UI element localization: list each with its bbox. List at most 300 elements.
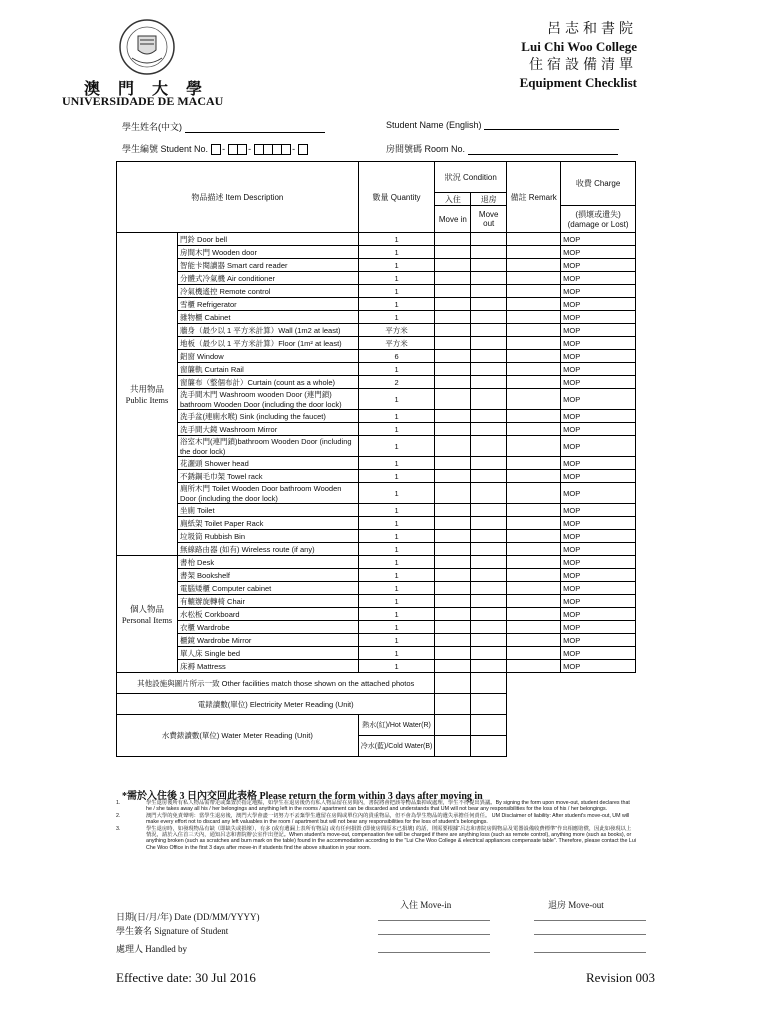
item-description: 廁紙架 Toilet Paper Rack [177, 517, 358, 530]
blank-cell [507, 673, 636, 694]
signature-label: 學生簽名 Signature of Student [116, 926, 229, 936]
other-facilities-row [117, 673, 636, 694]
header-charge: 收費 Charge [561, 162, 636, 206]
moveout-condition-cell[interactable] [471, 569, 507, 582]
movein-condition-cell[interactable] [435, 337, 471, 350]
header-item-description: 物品描述 Item Description [117, 162, 359, 233]
item-description: 智能卡閱讀器 Smart card reader [177, 259, 358, 272]
table-row [117, 543, 636, 556]
remark-cell[interactable] [507, 376, 561, 389]
movein-column-label: 入住 Move-in [400, 900, 452, 910]
remark-cell[interactable] [507, 423, 561, 436]
item-description: 洗手間木門 Washroom wooden Door (連門鎖) bathroom Wooden Door (including the door lock) [177, 389, 358, 410]
electricity-row [117, 694, 636, 715]
header-moveout: Move out [471, 206, 507, 233]
remark-cell[interactable] [507, 259, 561, 272]
item-description: 水松板 Corkboard [177, 608, 358, 621]
movein-condition-cell[interactable] [435, 298, 471, 311]
remark-cell[interactable] [507, 324, 561, 337]
room-no-field[interactable] [386, 142, 618, 155]
moveout-condition-cell[interactable] [471, 621, 507, 634]
charge-cell[interactable]: MOP [561, 556, 636, 569]
charge-cell[interactable]: MOP [561, 350, 636, 363]
item-quantity: 1 [358, 423, 435, 436]
table-row [117, 660, 636, 673]
moveout-condition-cell[interactable] [471, 660, 507, 673]
table-row [117, 470, 636, 483]
header-remark: 備註 Remark [507, 162, 561, 233]
item-quantity: 1 [358, 436, 435, 457]
item-quantity: 1 [358, 470, 435, 483]
item-description: 垃圾筒 Rubbish Bin [177, 530, 358, 543]
note-text: 學生退房時，如發現物品有缺（即缺失或損壞），有多 (或有遺漏上表所有物品) 或有任何損毀 (即使房間原本已損壞) 的話，則需要根據“呂志和書院房間物品及電器設備收費標準”作出相應賠償，因此如發現以上情況，請於入住首三天內，通知呂志和書院辦公室作出登記。When student's move-out, compensation fee will be charged if there are anything loss (such as remote control), anything more (such as books), or anything broken (such as scratches and burn mark on the table) found in the accommodation according to the "Lui Che Woo College & electrical appliances compensate table". Therefore, please contact the Lui Che Woo Office in the first 3 days after move-in if students find the above situation in your room. [146, 825, 636, 851]
movein-condition-cell[interactable] [435, 556, 471, 569]
table-row [117, 457, 636, 470]
item-quantity: 1 [358, 311, 435, 324]
table-row [117, 595, 636, 608]
item-quantity: 1 [358, 389, 435, 410]
name-zh-label: 學生姓名(中文) [122, 122, 182, 132]
remark-cell[interactable] [507, 660, 561, 673]
movein-condition-cell[interactable] [435, 272, 471, 285]
room-no-line[interactable] [468, 154, 618, 155]
remark-cell[interactable] [507, 621, 561, 634]
table-row [117, 608, 636, 621]
remark-cell[interactable] [507, 285, 561, 298]
remark-cell[interactable] [507, 582, 561, 595]
movein-condition-cell[interactable] [435, 410, 471, 423]
table-row [117, 259, 636, 272]
item-quantity: 平方米 [358, 324, 435, 337]
university-name-en: UNIVERSIDADE DE MACAU [62, 94, 224, 108]
form-title-zh: 住宿設備清單 [529, 57, 637, 73]
item-quantity: 1 [358, 543, 435, 556]
table-row [117, 569, 636, 582]
movein-signature-line[interactable] [378, 934, 490, 935]
movein-condition-cell[interactable] [435, 608, 471, 621]
item-quantity: 1 [358, 298, 435, 311]
remark-cell[interactable] [507, 483, 561, 504]
item-quantity: 1 [358, 259, 435, 272]
item-quantity: 1 [358, 517, 435, 530]
moveout-condition-cell[interactable] [471, 556, 507, 569]
moveout-condition-cell[interactable] [471, 324, 507, 337]
remark-cell[interactable] [507, 457, 561, 470]
room-no-label: 房間號碼 Room No. [386, 144, 466, 154]
item-quantity: 1 [358, 285, 435, 298]
table-row [117, 647, 636, 660]
item-quantity: 1 [358, 272, 435, 285]
moveout-condition-cell[interactable] [471, 504, 507, 517]
moveout-condition-cell[interactable] [471, 530, 507, 543]
remark-cell[interactable] [507, 608, 561, 621]
water-hot-row [117, 715, 636, 736]
item-description: 床褥 Mattress [177, 660, 358, 673]
blank-cell [507, 694, 636, 715]
moveout-condition-cell[interactable] [471, 376, 507, 389]
table-row [117, 517, 636, 530]
remark-cell[interactable] [507, 272, 561, 285]
charge-cell[interactable]: MOP [561, 436, 636, 457]
item-description: 單人床 Single bed [177, 647, 358, 660]
item-description: 不銹鋼毛巾架 Towel rack [177, 470, 358, 483]
table-row [117, 389, 636, 410]
table-row [117, 410, 636, 423]
item-quantity: 1 [358, 556, 435, 569]
movein-condition-cell[interactable] [435, 647, 471, 660]
remark-cell[interactable] [507, 634, 561, 647]
table-row [117, 436, 636, 457]
charge-cell[interactable]: MOP [561, 285, 636, 298]
student-no-field[interactable] [122, 142, 307, 155]
table-row [117, 311, 636, 324]
table-row [117, 582, 636, 595]
movein-condition-cell[interactable] [435, 324, 471, 337]
cold-water-label: 冷水(藍)/Cold Water(B) [358, 736, 435, 757]
item-description: 書枱 Desk [177, 556, 358, 569]
item-description: 鋁窗 Window [177, 350, 358, 363]
charge-cell[interactable]: MOP [561, 423, 636, 436]
moveout-cold-water-cell[interactable] [471, 736, 507, 757]
item-description: 書架 Bookshelf [177, 569, 358, 582]
name-zh-line[interactable] [185, 132, 325, 133]
table-row [117, 423, 636, 436]
remark-cell[interactable] [507, 517, 561, 530]
charge-cell[interactable]: MOP [561, 311, 636, 324]
table-row [117, 350, 636, 363]
movein-handled-line[interactable] [378, 952, 490, 953]
remark-cell[interactable] [507, 436, 561, 457]
item-description: 花灑頭 Shower head [177, 457, 358, 470]
table-row [117, 621, 636, 634]
item-description: 窗簾軌 Curtain Rail [177, 363, 358, 376]
charge-cell[interactable]: MOP [561, 389, 636, 410]
movein-electricity-cell[interactable] [435, 694, 471, 715]
moveout-condition-cell[interactable] [471, 311, 507, 324]
movein-condition-cell[interactable] [435, 530, 471, 543]
moveout-condition-cell[interactable] [471, 233, 507, 246]
remark-cell[interactable] [507, 233, 561, 246]
other-facilities-label: 其他設施與圖片所示一致 Other facilities match those shown on the attached photos [117, 673, 435, 694]
remark-cell[interactable] [507, 350, 561, 363]
remark-cell[interactable] [507, 647, 561, 660]
movein-condition-cell[interactable] [435, 350, 471, 363]
charge-cell[interactable]: MOP [561, 634, 636, 647]
name-en-field[interactable] [386, 120, 619, 130]
table-row [117, 363, 636, 376]
charge-cell[interactable]: MOP [561, 363, 636, 376]
moveout-date-line[interactable] [534, 920, 646, 921]
table-row [117, 530, 636, 543]
movein-condition-cell[interactable] [435, 483, 471, 504]
moveout-condition-cell[interactable] [471, 595, 507, 608]
item-quantity: 1 [358, 582, 435, 595]
moveout-column-label: 退房 Move-out [548, 900, 604, 910]
moveout-condition-cell[interactable] [471, 436, 507, 457]
moveout-condition-cell[interactable] [471, 285, 507, 298]
moveout-hot-water-cell[interactable] [471, 715, 507, 736]
item-quantity: 1 [358, 608, 435, 621]
moveout-condition-cell[interactable] [471, 272, 507, 285]
remark-cell[interactable] [507, 298, 561, 311]
personal-group-label: 個人物品 Personal Items [117, 556, 178, 673]
moveout-condition-cell[interactable] [471, 634, 507, 647]
moveout-signature-line[interactable] [534, 934, 646, 935]
note-text: 學生退房後所有私人物品需帶走或棄置於指定地點，如學生在退房後仍有私人物品留在房間內，書院將會把該等物品棄掉或處理，學生不得提出異議。By signing the form upon move-out, student declares that he / she takes away all his / her belongings and anything left in the rooms / apartment can be discarded and understands that UM will not bear any responsibilities for the loss of his / her belongings. [146, 800, 630, 813]
remark-cell[interactable] [507, 530, 561, 543]
item-description: 無線路由器 (如有) Wireless route (if any) [177, 543, 358, 556]
form-title-en: Equipment Checklist [519, 75, 637, 90]
remark-cell[interactable] [507, 410, 561, 423]
movein-condition-cell[interactable] [435, 504, 471, 517]
item-description: 雜物櫃 Cabinet [177, 311, 358, 324]
charge-cell[interactable]: MOP [561, 233, 636, 246]
college-name-zh: 呂志和書院 [547, 21, 637, 37]
charge-cell[interactable]: MOP [561, 246, 636, 259]
table-row [117, 337, 636, 350]
charge-cell[interactable]: MOP [561, 337, 636, 350]
charge-cell[interactable]: MOP [561, 272, 636, 285]
charge-cell[interactable]: MOP [561, 483, 636, 504]
college-block [520, 20, 637, 92]
item-quantity: 平方米 [358, 337, 435, 350]
remark-cell[interactable] [507, 504, 561, 517]
movein-condition-cell[interactable] [435, 582, 471, 595]
item-quantity: 1 [358, 233, 435, 246]
table-row [117, 272, 636, 285]
blank-cell [507, 715, 636, 757]
remark-cell[interactable] [507, 337, 561, 350]
movein-condition-cell[interactable] [435, 621, 471, 634]
item-quantity: 1 [358, 660, 435, 673]
item-quantity: 1 [358, 457, 435, 470]
moveout-condition-cell[interactable] [471, 608, 507, 621]
equipment-table-body [117, 233, 636, 757]
moveout-condition-cell[interactable] [471, 246, 507, 259]
charge-cell[interactable]: MOP [561, 470, 636, 483]
university-name-zh: 澳門大學 [84, 79, 221, 98]
movein-hot-water-cell[interactable] [435, 715, 471, 736]
signature-section [116, 898, 646, 956]
note-number: 1. [116, 800, 121, 806]
university-seal-logo [118, 18, 176, 76]
note-number: 2. [116, 812, 121, 819]
charge-cell[interactable]: MOP [561, 530, 636, 543]
note-item [116, 813, 636, 826]
movein-condition-cell[interactable] [435, 517, 471, 530]
date-label: 日期(日/月/年) Date (DD/MM/YYYY) [116, 912, 260, 922]
item-description: 地板（最少以 1 平方米計算）Floor (1m² at least) [177, 337, 358, 350]
movein-cold-water-cell[interactable] [435, 736, 471, 757]
table-row [117, 246, 636, 259]
remark-cell[interactable] [507, 569, 561, 582]
item-quantity: 1 [358, 410, 435, 423]
item-quantity: 1 [358, 504, 435, 517]
remark-cell[interactable] [507, 311, 561, 324]
header-condition: 狀況 Condition [435, 162, 507, 193]
item-description: 牆身（最少以 1 平方米計算）Wall (1m2 at least) [177, 324, 358, 337]
charge-cell[interactable]: MOP [561, 660, 636, 673]
student-no-label: 學生編號 Student No. [122, 144, 209, 154]
moveout-electricity-cell[interactable] [471, 694, 507, 715]
water-meter-label: 水費錶讀數(單位) Water Meter Reading (Unit) [117, 715, 359, 757]
moveout-handled-line[interactable] [534, 952, 646, 953]
charge-cell[interactable]: MOP [561, 324, 636, 337]
moveout-condition-cell[interactable] [471, 647, 507, 660]
charge-cell[interactable]: MOP [561, 608, 636, 621]
table-row [117, 376, 636, 389]
charge-cell[interactable]: MOP [561, 376, 636, 389]
item-description: 電腦矮櫃 Computer cabinet [177, 582, 358, 595]
charge-cell[interactable]: MOP [561, 595, 636, 608]
header-movein-zh: 入住 [435, 193, 471, 206]
remark-cell[interactable] [507, 470, 561, 483]
movein-condition-cell[interactable] [435, 457, 471, 470]
movein-condition-cell[interactable] [435, 634, 471, 647]
remark-cell[interactable] [507, 246, 561, 259]
item-description: 房間木門 Wooden door [177, 246, 358, 259]
item-quantity: 1 [358, 595, 435, 608]
item-description: 門鈴 Door bell [177, 233, 358, 246]
header-moveout-zh: 退房 [471, 193, 507, 206]
charge-cell[interactable]: MOP [561, 569, 636, 582]
moveout-condition-cell[interactable] [471, 483, 507, 504]
moveout-condition-cell[interactable] [471, 457, 507, 470]
charge-cell[interactable]: MOP [561, 647, 636, 660]
remark-cell[interactable] [507, 556, 561, 569]
remark-cell[interactable] [507, 363, 561, 376]
name-en-label: Student Name (English) [386, 120, 482, 130]
moveout-condition-cell[interactable] [471, 673, 507, 694]
item-quantity: 1 [358, 246, 435, 259]
movein-condition-cell[interactable] [435, 436, 471, 457]
item-description: 衣櫃 Wardrobe [177, 621, 358, 634]
handled-by-label: 處理人 Handled by [116, 944, 187, 954]
moveout-condition-cell[interactable] [471, 470, 507, 483]
item-quantity: 2 [358, 376, 435, 389]
remark-cell[interactable] [507, 595, 561, 608]
movein-condition-cell[interactable] [435, 363, 471, 376]
hot-water-label: 熱水(紅)/Hot Water(R) [358, 715, 435, 736]
table-row [117, 556, 636, 569]
college-name-en: Lui Chi Woo College [521, 39, 637, 54]
table-row [117, 298, 636, 311]
charge-cell[interactable]: MOP [561, 517, 636, 530]
charge-cell[interactable]: MOP [561, 582, 636, 595]
moveout-condition-cell[interactable] [471, 423, 507, 436]
note-number: 3. [116, 825, 121, 832]
charge-cell[interactable]: MOP [561, 298, 636, 311]
charge-cell[interactable]: MOP [561, 543, 636, 556]
moveout-condition-cell[interactable] [471, 543, 507, 556]
return-reminder: *需於入住後 3 日內交回此表格 Please return the form within 3 days after moving in [122, 791, 483, 802]
item-description: 坐廁 Toilet [177, 504, 358, 517]
remark-cell[interactable] [507, 543, 561, 556]
table-row [117, 483, 636, 504]
item-quantity: 1 [358, 483, 435, 504]
movein-condition-cell[interactable] [435, 246, 471, 259]
charge-cell[interactable]: MOP [561, 259, 636, 272]
moveout-condition-cell[interactable] [471, 337, 507, 350]
table-row [117, 504, 636, 517]
item-description: 洗手盆(連廁水喉) Sink (including the faucet) [177, 410, 358, 423]
table-row [117, 233, 636, 246]
notes-list [116, 800, 636, 851]
movein-condition-cell[interactable] [435, 595, 471, 608]
item-description: 浴室木門(連門鎖)bathroom Wooden Door (including the door lock) [177, 436, 358, 457]
name-zh-field[interactable] [122, 120, 325, 133]
movein-condition-cell[interactable] [435, 673, 471, 694]
item-quantity: 1 [358, 647, 435, 660]
item-description: 洗手間大鏡 Washroom Mirror [177, 423, 358, 436]
movein-condition-cell[interactable] [435, 376, 471, 389]
item-quantity: 6 [358, 350, 435, 363]
moveout-condition-cell[interactable] [471, 259, 507, 272]
table-row [117, 324, 636, 337]
name-en-line[interactable] [484, 129, 619, 130]
item-quantity: 1 [358, 530, 435, 543]
movein-condition-cell[interactable] [435, 311, 471, 324]
electricity-label: 電錶讀數(單位) Electricity Meter Reading (Unit) [117, 694, 435, 715]
revision-number: Revision 003 [586, 970, 655, 985]
student-no-boxes[interactable]: - - - [211, 144, 307, 154]
table-row [117, 285, 636, 298]
movein-condition-cell[interactable] [435, 470, 471, 483]
moveout-condition-cell[interactable] [471, 517, 507, 530]
moveout-condition-cell[interactable] [471, 389, 507, 410]
movein-date-line[interactable] [378, 920, 490, 921]
item-description: 冷氣機遙控 Remote control [177, 285, 358, 298]
movein-condition-cell[interactable] [435, 423, 471, 436]
charge-cell[interactable]: MOP [561, 504, 636, 517]
movein-condition-cell[interactable] [435, 389, 471, 410]
moveout-condition-cell[interactable] [471, 298, 507, 311]
charge-cell[interactable]: MOP [561, 457, 636, 470]
item-description: 廁所木門 Toilet Wooden Door bathroom Wooden Door (including the door lock) [177, 483, 358, 504]
remark-cell[interactable] [507, 389, 561, 410]
movein-condition-cell[interactable] [435, 233, 471, 246]
movein-condition-cell[interactable] [435, 285, 471, 298]
item-quantity: 1 [358, 569, 435, 582]
note-item [116, 826, 636, 852]
moveout-condition-cell[interactable] [471, 410, 507, 423]
item-description: 窗簾布（整個布計）Curtain (count as a whole) [177, 376, 358, 389]
movein-condition-cell[interactable] [435, 259, 471, 272]
header-movein: Move in [435, 206, 471, 233]
item-quantity: 1 [358, 363, 435, 376]
movein-condition-cell[interactable] [435, 660, 471, 673]
note-text: 澳門大學的免責聲明：當學生退房後，澳門大學會盡一切努力不丟棄學生遺留在房間或單位內的貴重物品，但不會為學生物品的遺失承擔任何責任。 UM Disclaimer of liability: After student's move-out, UM will make every effort not to discard any left valuables in the room / apartment but will not bear any responsibilities for the loss of student's belongings. [146, 812, 630, 826]
item-description: 分體式冷氣機 Air conditioner [177, 272, 358, 285]
item-description: 櫃鏡 Wardrobe Mirror [177, 634, 358, 647]
effective-date: Effective date: 30 Jul 2016 [116, 970, 256, 985]
moveout-condition-cell[interactable] [471, 363, 507, 376]
movein-condition-cell[interactable] [435, 569, 471, 582]
movein-condition-cell[interactable] [435, 543, 471, 556]
moveout-condition-cell[interactable] [471, 350, 507, 363]
charge-cell[interactable]: MOP [561, 621, 636, 634]
moveout-condition-cell[interactable] [471, 582, 507, 595]
charge-cell[interactable]: MOP [561, 410, 636, 423]
item-description: 有轆辦旋轉椅 Chair [177, 595, 358, 608]
note-item [116, 800, 636, 813]
header-quantity: 數量 Quantity [358, 162, 435, 233]
public-group-label: 共用物品 Public Items [117, 233, 178, 556]
item-quantity: 1 [358, 634, 435, 647]
item-description: 雪櫃 Refrigerator [177, 298, 358, 311]
table-row [117, 634, 636, 647]
equipment-table [116, 161, 636, 757]
